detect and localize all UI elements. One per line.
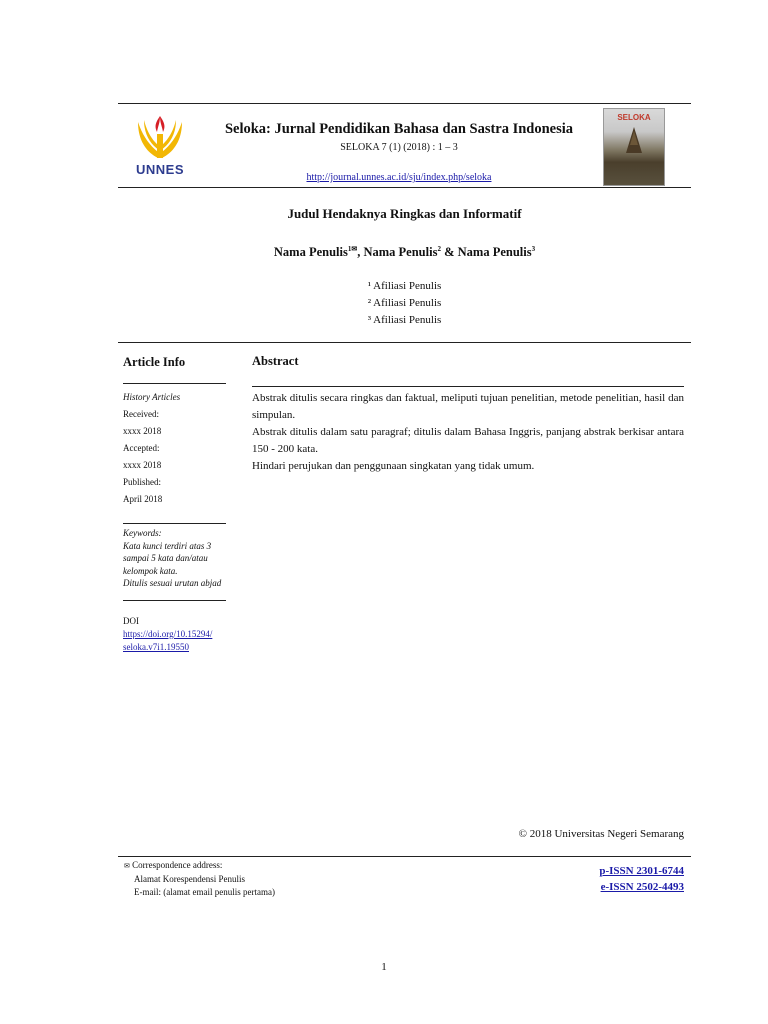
affiliation-sup: ¹	[367, 280, 371, 292]
footer-rule	[118, 856, 691, 857]
info-rule	[123, 383, 226, 384]
affiliation-item	[118, 278, 691, 295]
header-top-rule	[118, 103, 691, 104]
page-number: 1	[381, 961, 387, 973]
unnes-logo	[130, 112, 190, 178]
author-separator: ,	[357, 245, 364, 259]
keywords-top-rule	[123, 523, 226, 524]
published-value: April 2018	[123, 494, 163, 504]
e-issn-link[interactable]: e-ISSN 2502-4493	[600, 881, 684, 893]
correspondence-email: E-mail: (alamat email penulis pertama)	[134, 887, 275, 897]
logo-text: UNNES	[135, 162, 184, 177]
author-name: Nama Penulis	[457, 245, 532, 259]
author-name: Nama Penulis	[363, 245, 438, 259]
abstract-body	[252, 390, 684, 475]
published-label: Published:	[123, 477, 162, 487]
abstract-heading: Abstract	[252, 354, 299, 368]
affiliation-item	[118, 295, 691, 312]
doi-block	[123, 615, 238, 654]
section-rule	[118, 342, 691, 343]
accepted-value: xxxx 2018	[123, 460, 162, 470]
received-label: Received:	[123, 409, 159, 419]
temple-icon	[620, 127, 648, 155]
history-label: History Articles	[123, 392, 181, 402]
keyword-line: kelompok kata.	[123, 565, 178, 576]
affiliation-sup: ²	[367, 297, 371, 309]
journal-citation: SELOKA 7 (1) (2018) : 1 – 3	[340, 142, 458, 153]
keywords-label: Keywords:	[123, 528, 162, 538]
author-line	[118, 245, 691, 260]
keywords-block	[123, 527, 238, 590]
copyright: © 2018 Universitas Negeri Semarang	[518, 828, 684, 840]
article-info-heading: Article Info	[123, 355, 186, 369]
envelope-icon: ✉	[124, 862, 130, 870]
correspondence-block	[124, 859, 275, 899]
keyword-line: Ditulis sesuai urutan abjad	[123, 578, 222, 588]
p-issn-link[interactable]: p-ISSN 2301-6744	[599, 865, 684, 877]
header-bottom-rule	[118, 187, 691, 188]
correspondence-address: Alamat Korespendensi Penulis	[134, 874, 245, 884]
doi-label: DOI	[123, 616, 139, 626]
author-sup: 1✉	[347, 244, 358, 253]
cover-title: SELOKA	[617, 113, 651, 122]
doi-link[interactable]	[123, 628, 238, 654]
author-name: Nama Penulis	[273, 245, 348, 259]
affiliation-text: Afiliasi Penulis	[373, 297, 442, 309]
author-separator: &	[440, 245, 458, 259]
keywords-bottom-rule	[123, 600, 226, 601]
keyword-line: Kata kunci terdiri atas 3	[123, 540, 212, 551]
received-value: xxxx 2018	[123, 426, 162, 436]
affiliation-sup: ³	[367, 314, 371, 326]
affiliations	[118, 278, 691, 329]
unnes-emblem-icon	[130, 112, 190, 164]
affiliation-text: Afiliasi Penulis	[373, 280, 442, 292]
history-block	[123, 389, 233, 508]
journal-title: Seloka: Jurnal Pendidikan Bahasa dan Sastra Indonesia	[224, 121, 574, 137]
author-sup: 2	[437, 244, 441, 253]
journal-cover-image	[603, 108, 665, 186]
accepted-label: Accepted:	[123, 443, 160, 453]
affiliation-item	[118, 312, 691, 329]
author-sup: 3	[531, 244, 536, 253]
abstract-rule	[252, 386, 684, 387]
correspondence-label: Correspondence address:	[132, 860, 223, 870]
abstract-paragraph: Hindari perujukan dan penggunaan singkatan yang tidak umum.	[252, 460, 535, 472]
doi-link-line: https://doi.org/10.15294/	[123, 629, 213, 639]
issn-block	[599, 863, 684, 895]
article-title: Judul Hendaknya Ringkas dan Informatif	[287, 206, 522, 221]
doi-link-line: seloka.v7i1.19550	[123, 642, 189, 652]
abstract-paragraph: Abstrak ditulis dalam satu paragraf; ditulis dalam Bahasa Inggris, panjang abstrak berkisar antara 150 - 200 kata.	[252, 426, 684, 455]
affiliation-text: Afiliasi Penulis	[373, 314, 442, 326]
journal-url-link[interactable]: http://journal.unnes.ac.id/sju/index.php/seloka	[306, 172, 492, 183]
keyword-line: sampai 5 kata dan/atau	[123, 553, 208, 563]
abstract-paragraph: Abstrak ditulis secara ringkas dan faktual, meliputi tujuan penelitian, metode penelitian, hasil dan simpulan.	[252, 392, 684, 421]
